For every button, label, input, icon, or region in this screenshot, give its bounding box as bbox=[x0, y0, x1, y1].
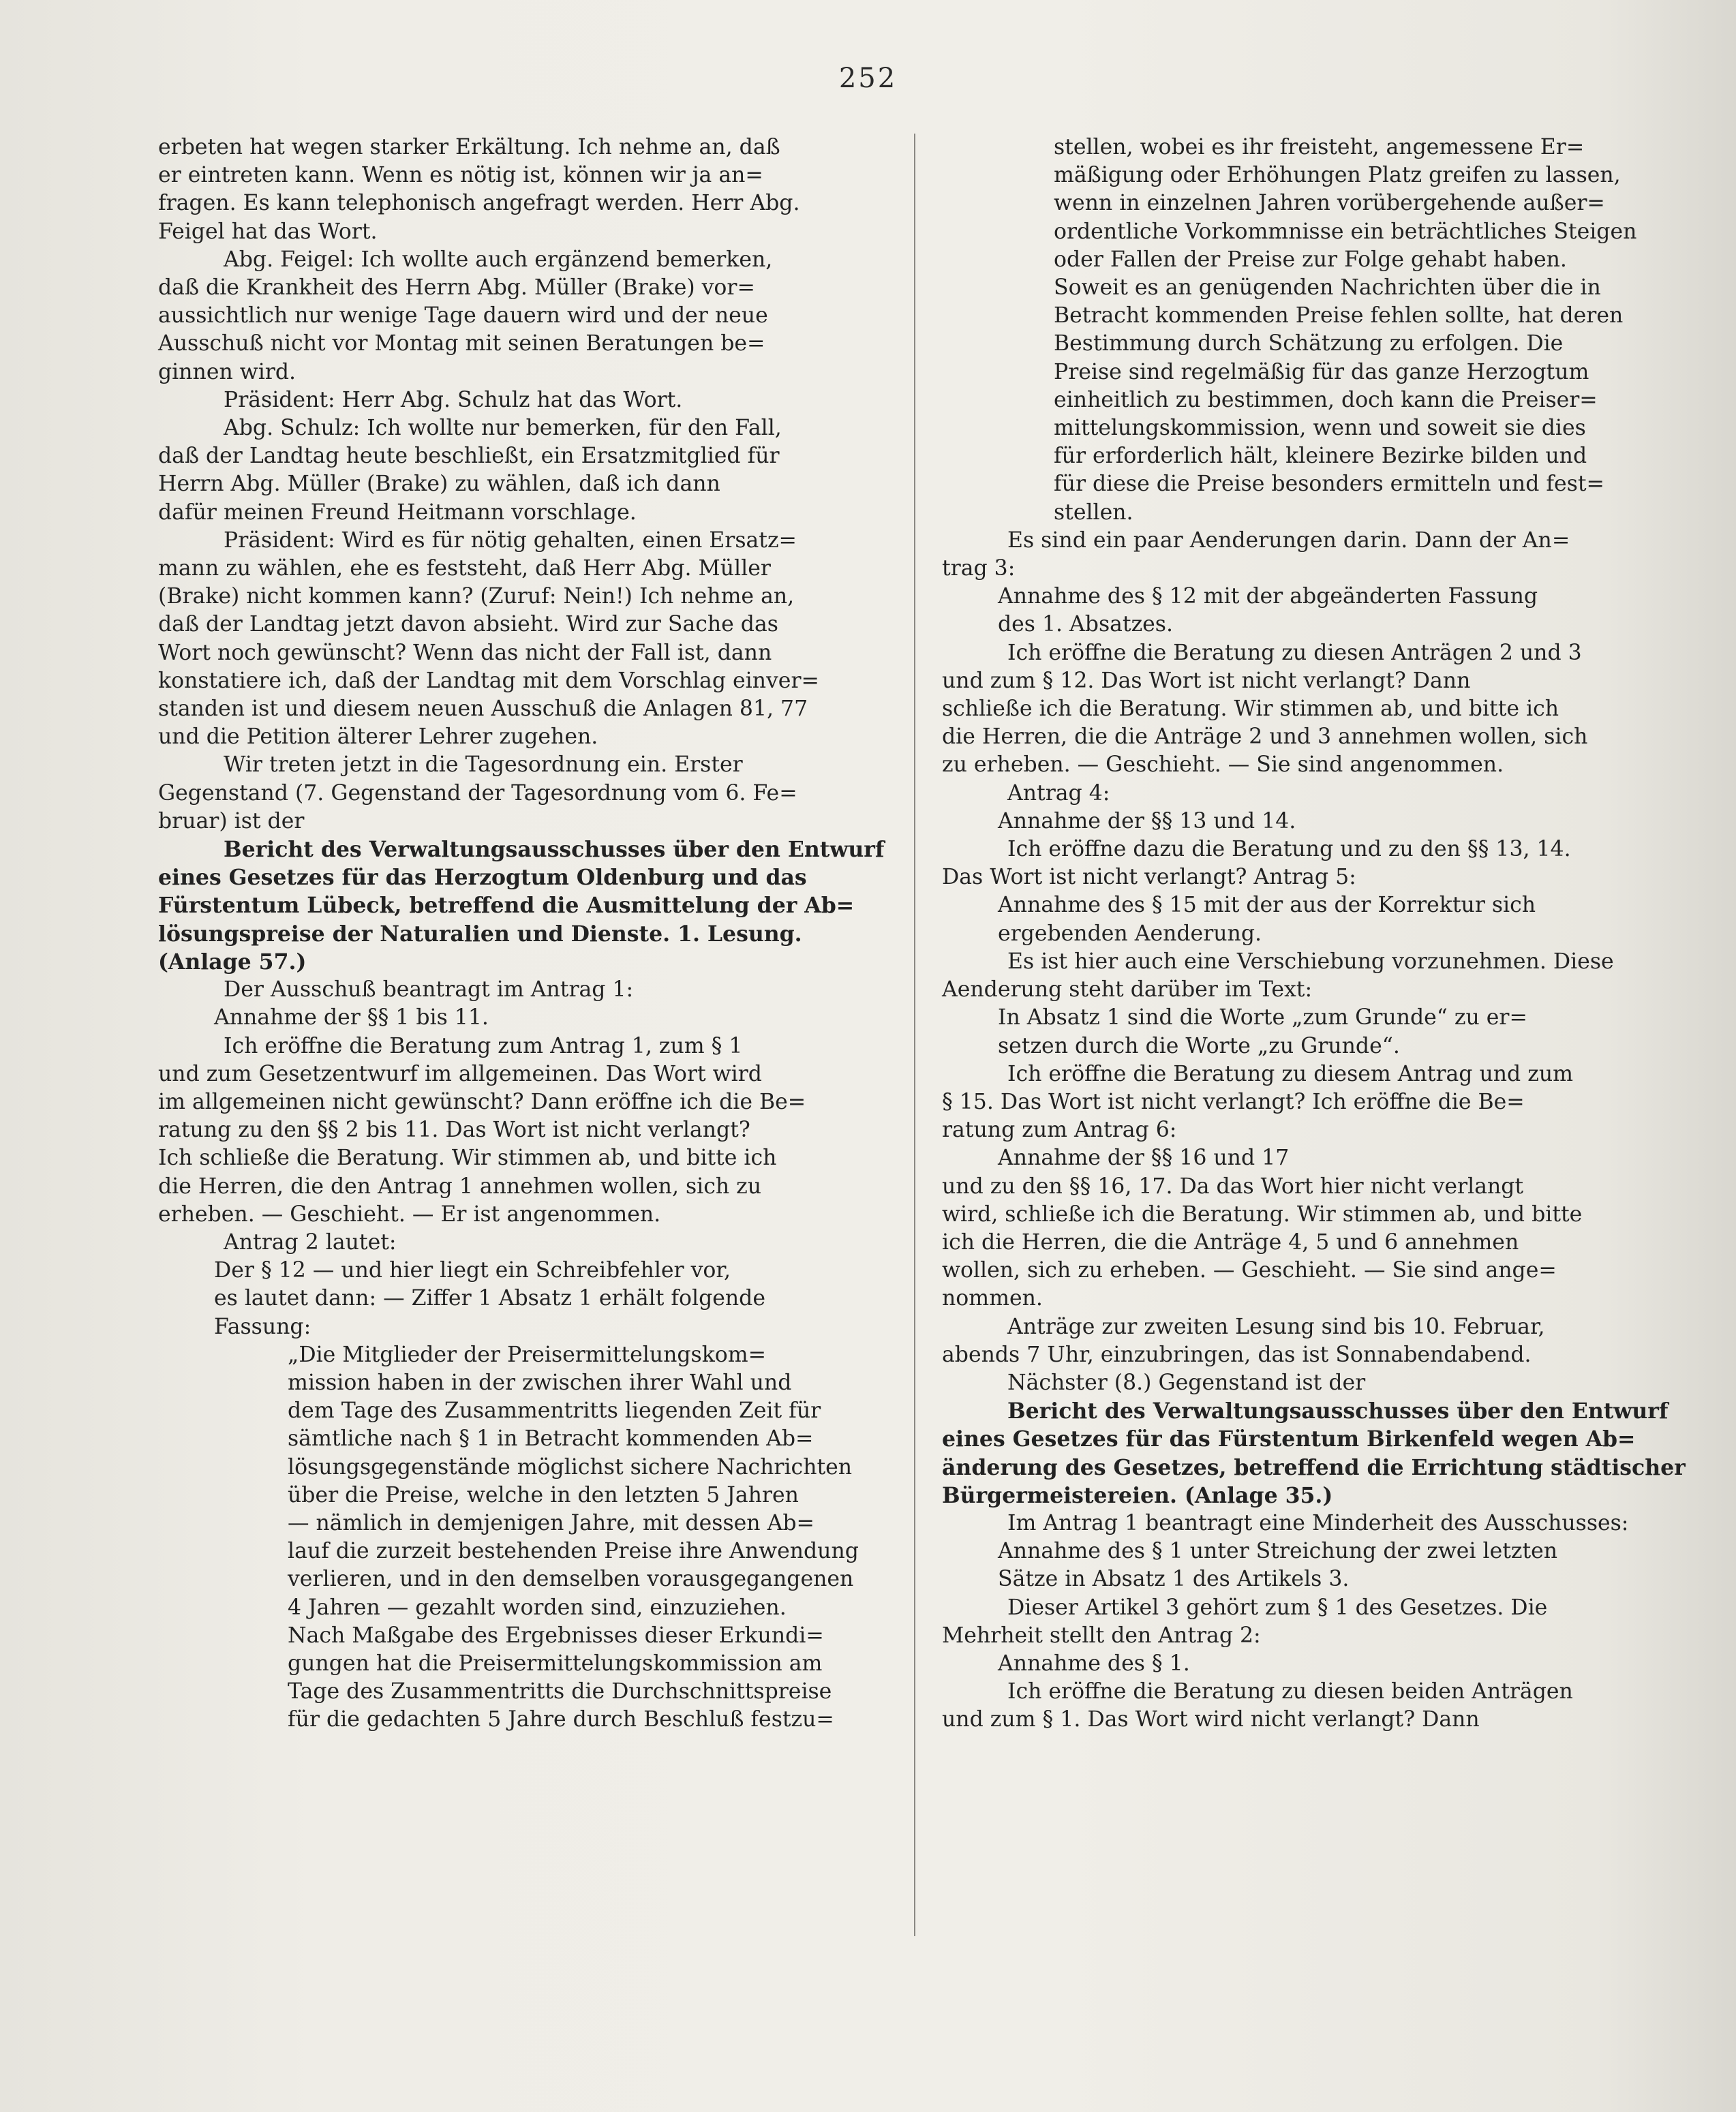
page-number: 252 bbox=[838, 63, 898, 94]
law-text-quote: stellen, wobei es ihr freisteht, angemessene Er= mäßigung oder Erhöhungen Platz greifen zu lassen, wenn in einzelnen Jahren vorübergehende außer= ordentliche Vorkommnisse ein beträchtliches Steigen oder Fallen der Preise zur Folge gehabt haben. Soweit es an genügenden Nachrichten über die in Betracht kommenden Preise fehlen sollte, hat deren Bestimmung durch Schätzung zu erfolgen. Die Preise sind regelmäßig für das ganze Herzogtum einheitlich zu bestimmen, doch kann die Preiser= mittelungskommission, wenn und soweit sie dies für erforderlich hält, kleinere Bezirke bilden und für diese die Preise besonders ermitteln und fest= stellen. bbox=[1054, 135, 1637, 525]
paragraph: Es sind ein paar Aenderungen darin. Dann der An= trag 3: bbox=[942, 527, 1570, 581]
right-column bbox=[942, 134, 1695, 1734]
paragraph: Abg. Schulz: Ich wollte nur bemerken, für den Fall, daß der Landtag heute beschließt, ein Ersatzmitglied für Herrn Abg. Müller (Brake) zu wählen, daß ich dann dafür meinen Freund Heitmann vorschlage. bbox=[158, 416, 782, 525]
column-divider bbox=[914, 134, 915, 1936]
left-column bbox=[158, 134, 911, 1734]
motion-quote: Annahme des § 1. bbox=[998, 1651, 1190, 1676]
paragraph: Im Antrag 1 beantragt eine Minderheit des Ausschusses: bbox=[1007, 1510, 1629, 1535]
motion-quote: In Absatz 1 sind die Worte „zum Grunde“ zu er= setzen durch die Worte „zu Grunde“. bbox=[998, 1005, 1527, 1058]
paragraph: Ich eröffne die Beratung zu diesen beiden Anträgen und zum § 1. Das Wort wird nicht verlangt? Dann bbox=[942, 1679, 1573, 1732]
paragraph: Es ist hier auch eine Verschiebung vorzunehmen. Diese Aenderung steht darüber im Text: bbox=[942, 949, 1614, 1003]
paragraph: Ich eröffne die Beratung zum Antrag 1, zum § 1 und zum Gesetzentwurf im allgemeinen. Das Wort wird im allgemeinen nicht gewünscht? Dann eröffne ich die Be= ratung zu den §§ 2 bis 11. Das Wort ist nicht verlangt? Ich schließe die Beratung. Wir stimmen ab, und bitte ich die Herren, die den Antrag 1 annehmen wollen, sich zu erheben. — Geschieht. — Er ist angenommen. bbox=[158, 1033, 806, 1227]
paragraph: Präsident: Wird es für nötig gehalten, einen Ersatz= mann zu wählen, ehe es feststeht, daß Herr Abg. Müller (Brake) nicht kommen kann? (Zuruf: Nein!) Ich nehme an, daß der Landtag jetzt davon absieht. Wird zur Sache das Wort noch gewünscht? Wenn das nicht der Fall ist, dann konstatiere ich, daß der Landtag mit dem Vorschlag einver= standen ist und diesem neuen Ausschuß die Anlagen 81, 77 und die Petition älterer Lehrer zugehen. bbox=[158, 527, 819, 750]
paragraph: Abg. Feigel: Ich wollte auch ergänzend bemerken, daß die Krankheit des Herrn Abg. Müller (Brake) vor= aussichtlich nur wenige Tage dauern wird und der neue Ausschuß nicht vor Montag mit seinen Beratungen be= ginnen wird. bbox=[158, 247, 773, 384]
paragraph: Präsident: Herr Abg. Schulz hat das Wort. bbox=[224, 387, 683, 412]
paragraph: Wir treten jetzt in die Tagesordnung ein. Erster Gegenstand (7. Gegenstand der Tagesordnung vom 6. Fe= bruar) ist der bbox=[158, 752, 797, 833]
paragraph: Der Ausschuß beantragt im Antrag 1: bbox=[224, 977, 634, 1003]
paragraph: Ich eröffne die Beratung zu diesem Antrag und zum § 15. Das Wort ist nicht verlangt? Ich eröffne die Be= ratung zum Antrag 6: bbox=[942, 1061, 1573, 1143]
paragraph: Antrag 2 lautet: bbox=[224, 1229, 397, 1255]
agenda-item-title: Bericht des Verwaltungsausschusses über den Entwurf eines Gesetzes für das Herzogtum Oldenburg und das Fürstentum Lübeck, betreffend die Ausmittelung der Ab= lösungspreise der Naturalien und Dienste. 1. Lesung. (Anlage 57.) bbox=[158, 837, 885, 975]
motion-quote: Annahme der §§ 16 und 17 bbox=[998, 1146, 1290, 1171]
paragraph: Nächster (8.) Gegenstand ist der bbox=[1007, 1370, 1366, 1395]
paragraph: Antrag 4: bbox=[1007, 780, 1110, 806]
paragraph: Dieser Artikel 3 gehört zum § 1 des Gesetzes. Die Mehrheit stellt den Antrag 2: bbox=[942, 1595, 1548, 1648]
law-text-quote: „Die Mitglieder der Preisermittelungskom= mission haben in der zwischen ihrer Wahl und dem Tage des Zusammentritts liegenden Zeit für sämtliche nach § 1 in Betracht kommenden Ab= lösungsgegenstände möglichst sichere Nachrichten über die Preise, welche in den letzten 5 Jahren — nämlich in demjenigen Jahre, mit dessen Ab= lauf die zurzeit bestehenden Preise ihre Anwendung verlieren, und in den demselben vorausgegangenen 4 Jahren — gezahlt worden sind, einzuziehen. Nach Maßgabe des Ergebnisses dieser Erkundi= gungen hat die Preisermittelungskommission am Tage des Zusammentritts die Durchschnittspreise für die gedachten 5 Jahre durch Beschluß festzu= bbox=[288, 1342, 859, 1732]
motion-quote: Annahme der §§ 1 bis 11. bbox=[214, 1005, 489, 1030]
motion-quote: Annahme der §§ 13 und 14. bbox=[998, 808, 1296, 833]
motion-quote: Annahme des § 12 mit der abgeänderten Fassung des 1. Absatzes. bbox=[998, 584, 1538, 637]
motion-quote: Der § 12 — und hier liegt ein Schreibfehler vor, es lautet dann: — Ziffer 1 Absatz 1 erhält folgende Fassung: bbox=[214, 1258, 765, 1339]
paragraph: Ich eröffne dazu die Beratung und zu den §§ 13, 14. Das Wort ist nicht verlangt? Antrag 5: bbox=[942, 837, 1571, 890]
paragraph: Anträge zur zweiten Lesung sind bis 10. Februar, abends 7 Uhr, einzubringen, das ist Sonnabendabend. bbox=[942, 1314, 1545, 1367]
paragraph: erbeten hat wegen starker Erkältung. Ich nehme an, daß er eintreten kann. Wenn es nötig ist, können wir ja an= fragen. Es kann telephonisch angefragt werden. Herr Abg. Feigel hat das Wort. bbox=[158, 135, 800, 244]
paragraph: und zu den §§ 16, 17. Da das Wort hier nicht verlangt wird, schließe ich die Beratung. Wir stimmen ab, und bitte ich die Herren, die die Anträge 4, 5 und 6 annehmen wollen, sich zu erheben. — Geschieht. — Sie sind ange= nommen. bbox=[942, 1174, 1583, 1311]
agenda-item-title: Bericht des Verwaltungsausschusses über den Entwurf eines Gesetzes für das Fürstentum Birkenfeld wegen Ab= änderung des Gesetzes, betreffend die Errichtung städtischer Bürgermeistereien. (Anlage 35.) bbox=[942, 1398, 1686, 1508]
motion-quote: Annahme des § 1 unter Streichung der zwei letzten Sätze in Absatz 1 des Artikels 3. bbox=[998, 1539, 1558, 1592]
paragraph: Ich eröffne die Beratung zu diesen Anträgen 2 und 3 und zum § 12. Das Wort ist nicht verlangt? Dann schließe ich die Beratung. Wir stimmen ab, und bitte ich die Herren, die die Anträge 2 und 3 annehmen wollen, sich zu erheben. — Geschieht. — Sie sind angenommen. bbox=[942, 640, 1588, 778]
motion-quote: Annahme des § 15 mit der aus der Korrektur sich ergebenden Aenderung. bbox=[998, 893, 1536, 946]
